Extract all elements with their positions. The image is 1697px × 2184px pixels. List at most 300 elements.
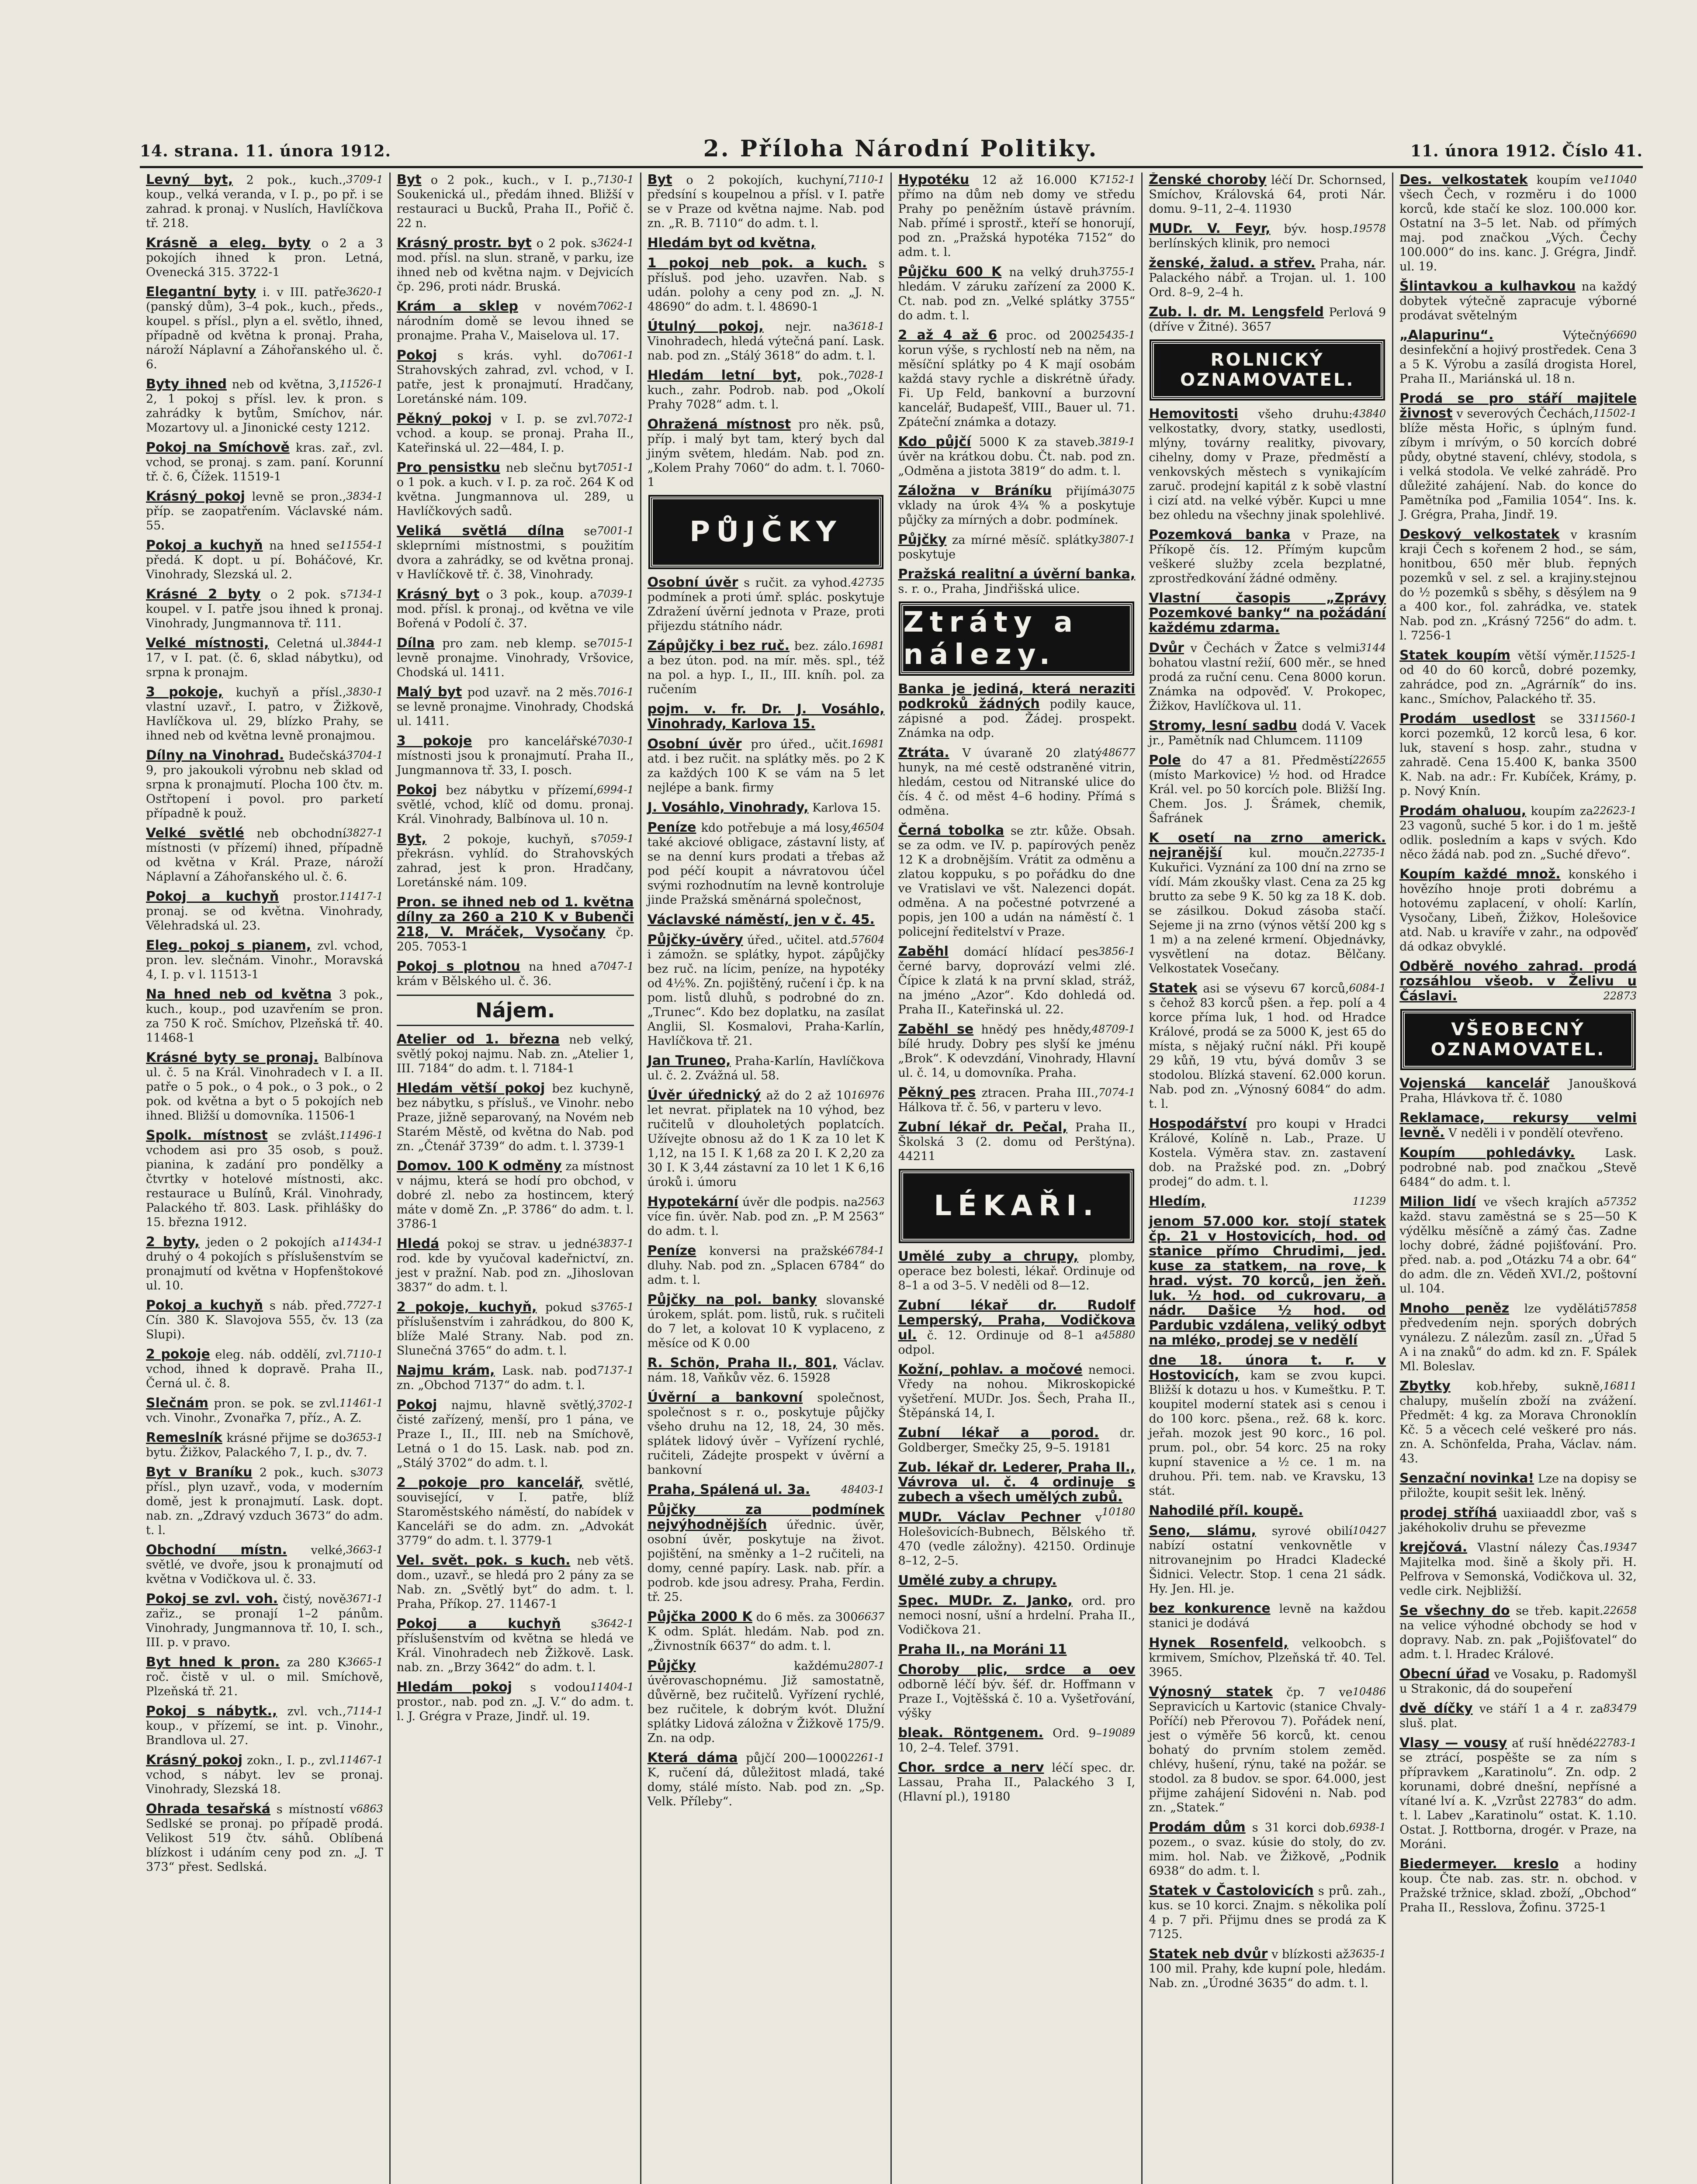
ad-headline: Byt v Braníku <box>146 1465 253 1480</box>
ad-headline: Půjčky <box>898 532 947 547</box>
classified-ad <box>1399 1506 1637 1535</box>
ad-body-text: pro zam. neb klemp. se levně pronajme. Vinohrady, Vršovice, Chodská ul. 1411. <box>396 637 634 679</box>
ad-body-text: levně se pron., příp. se zaopatřením. Václavské nám. 55. <box>146 490 383 532</box>
ad-reference-number: 16811 <box>1603 1380 1637 1392</box>
classified-ad <box>397 1680 634 1724</box>
classified-ad <box>898 1573 1135 1588</box>
ad-reference-number: 10427 <box>1352 1524 1386 1537</box>
ad-headline: Statek v Častolovicích <box>1149 1883 1314 1898</box>
classified-ad <box>397 1237 634 1295</box>
banner-text: LÉKAŘI. <box>934 1190 1100 1222</box>
ad-headline: Pokoj a kuchyň <box>146 889 279 904</box>
ad-headline: Vel. svět. pok. s kuch. <box>396 1553 571 1568</box>
ad-body-text: s místností v Sedlské se pronaj. po případě prodá. Velikost 519 čtv. sáhů. Oblíbená blízkost i udáním ceny pod zn. „J. T 373“ přest. Sedlská. <box>146 1803 383 1874</box>
ad-body-text: pok., kuch., zahr. Podrob. nab. pod „Okolí Prahy 7028“ adm. t. l. <box>647 369 885 411</box>
ad-body-text: o 3 pok., koup. a mod. přísl. k pronaj., od května ve vile Bořená v Podolí č. 37. <box>396 588 634 630</box>
ad-body-text: světlé, související, v I. patře, blíž Staroměstského náměstí, do nabídek v Kanceláři se do adm. zn. „Advokát 3779“ do adm. t. l. 3779-1 <box>396 1476 634 1548</box>
ad-headline: Pron. se ihned neb od 1. května dílny za 260 a 210 K v Bubenči 218, V. Mráček, Vysočany <box>396 895 634 940</box>
ad-headline: 2 pokoje <box>146 1347 210 1362</box>
ad-headline: MUDr. Václav Pechner <box>898 1510 1081 1525</box>
classified-ad <box>1149 591 1386 636</box>
ad-body-text: v I. p. se zvl. vchod. a koup. se pronaj. Praha II., Kateřinská ul. 22—484, I. p. <box>396 412 634 455</box>
ad-body-text: Budečská 9, pro jakoukoli výrobnu neb sklad od srpna k pronajmutí. Plocha 100 čtv. m. Ostřtopení i povol. pro parketí případně k použ. <box>146 749 383 820</box>
ad-body-text: dr. Goldberger, Smečky 25, 9–5. 19181 <box>898 1427 1136 1455</box>
ad-body-text: odborně léčí býv. šéf. dr. Hoffmann v Praze I., Vojtěšská č. 10 a. Vyšetřování, výšky <box>898 1678 1136 1720</box>
classified-ad <box>1399 1540 1637 1598</box>
ad-headline: Biedermeyer. kreslo <box>1399 1856 1559 1872</box>
ad-reference-number: 3642-1 <box>597 1617 634 1630</box>
classified-ad <box>898 1426 1135 1455</box>
ad-body-text: neb od května, 3, 2, 1 pokoj s přísl. lev. k pron. s zahrádky k bytům, Smíchov, nár. Mozartovy ul. a Jinonické cesty 1212. <box>146 378 383 435</box>
ad-body-text: půjčí 200—1000 K, ručení dá, důležitost mladá, také domy, stálé místo. Nab. pod zn. „Sp. Velk. Příleby“. <box>647 1752 885 1808</box>
ad-body-text: Praha, nár. Palackého nábř. a Trojan. ul. 1. 100 Ord. 8–9, 2–4 h. <box>1149 257 1386 299</box>
ad-body-text: levně na každou stanici je dodává <box>1149 1602 1386 1630</box>
ad-headline: Vlastní časopis „Zprávy Pozemkové banky“ na požádání každému zdarma. <box>1149 591 1386 636</box>
ad-body-text: za místnost v nájmu, která se hodí pro obchod, v dobré zl. nebo za hostincem, který máte v domě Zn. „P. 3786“ do adm. t. l. 3786-1 <box>396 1160 634 1231</box>
ad-body-text: se 33 korci pozemků, 12 korců lesa, 6 kor. luk, stavení s hosp. zahr., studna v zahradě. Cena 15.400 K, banka 3500 K. Nab. na adr.: Fr. Kubíček, Krámy, p. p. Nový Knín. <box>1399 712 1637 798</box>
ad-body-text: neb velký, světlý pokoj najmu. Nab. zn. „Atelier 1, III. 7184“ do adm. t. l. 7184-1 <box>396 1033 634 1075</box>
ad-headline: Statek koupím <box>1399 648 1510 663</box>
ad-body-text: s příslušenstvím od května se hledá ve Král. Vinohradech neb Žižkově. Lask. nab. zn. „Brzy 3642“ do adm. t. l. <box>396 1617 634 1674</box>
ad-headline: Ztráta. <box>898 745 949 760</box>
ad-reference-number: 3830-1 <box>346 686 383 698</box>
ad-headline: Obchodní místn. <box>146 1542 287 1558</box>
ad-headline: Odběrě nového zahrad. prodá rozsáhlou všeob. v Želivu u Čáslavi. <box>1399 959 1637 1004</box>
section-heading-najem <box>397 995 634 1026</box>
ad-reference-number: 7016-1 <box>597 686 634 698</box>
classified-ad <box>648 319 885 363</box>
classified-ad <box>146 636 383 680</box>
classified-ad <box>1149 256 1386 300</box>
ad-reference-number: 19347 <box>1603 1541 1637 1553</box>
ad-headline: Prodám ohaluou, <box>1399 803 1527 819</box>
ad-headline: Osobní úvěr <box>647 575 738 590</box>
ad-body-text: konversi na pražské dluhy. Nab. pod zn. „Splacen 6784“ do adm. t. l. <box>647 1244 885 1287</box>
ad-reference-number: 3073 <box>356 1466 383 1478</box>
ad-reference-number: 7001-1 <box>597 525 634 537</box>
ad-reference-number: 7061-1 <box>597 349 634 361</box>
ad-headline: Choroby plic, srdce a oev <box>898 1662 1136 1677</box>
classified-ad <box>1149 1524 1386 1596</box>
column-5 <box>1141 173 1392 2184</box>
classified-ad <box>898 1726 1135 1755</box>
page-label: 14. strana. 11. února 1912. <box>140 142 391 160</box>
classified-ad <box>1399 1076 1637 1106</box>
ad-headline: Ženské choroby <box>1149 173 1267 187</box>
classified-ad <box>648 1054 885 1083</box>
banner-ztraty-a-nalezy <box>900 603 1132 674</box>
ad-headline: Hospodářství <box>1149 1116 1247 1131</box>
ad-headline: Zub. l. dr. M. Lengsfeld <box>1149 304 1324 320</box>
ad-headline: Mnoho peněz <box>1399 1301 1510 1316</box>
ad-headline: Peníze <box>647 820 696 835</box>
ad-body-text: kras. zař., zvl. vchod, se pronaj. s zam. paní. Korunní tř. č. 6, Čížek. 11519-1 <box>146 441 383 484</box>
classified-ad <box>146 1051 383 1123</box>
ad-body-text: čistý, nově zařiz., se pronají 1–2 pánům. Vinohrady, Jungmannova tř. 10, I. sch., III. p. v pravo. <box>146 1593 383 1649</box>
classified-ad <box>397 411 634 455</box>
ad-reference-number: 7074-1 <box>1098 1086 1136 1099</box>
ad-body-text: s náb. před. Cín. 380 K. Slavojova 555, čv. 13 (za Slupi). <box>146 1299 383 1341</box>
issue-date: 11. února 1912. Číslo 41. <box>1410 142 1643 160</box>
classified-ad <box>397 1617 634 1675</box>
classified-ad <box>648 1610 885 1653</box>
ad-headline: Hledá <box>396 1236 440 1251</box>
ad-reference-number: 3834-1 <box>346 490 383 502</box>
classified-ad <box>898 328 1135 429</box>
ad-body-text: čp. 7 ve Sepravicích u Kartovic (stanice Chvaly-Poříčí) neb Přerovou 7). Pořádek není, jest o výměře 56 korců, kt. cenou bohatý do prvním stolem zeměd. chlévy, hušení, rýnu, také na požár. se stodol. za 8 budov. se spor. 64.000, jest přijme zahájení Sidovéni n. Nab. pod zn. „Statek.“ <box>1149 1686 1386 1814</box>
ad-body-text: ord. pro nemoci nosní, ušní a hrdelní. Praha II., Vodičkova 21. <box>898 1594 1136 1637</box>
classified-ad <box>1399 173 1637 274</box>
ad-body-text: se třeb. kapit. na velice výhodné obchody se hod v dopravy. Nab. zn. pak „Pojišťovatel“ do adm. t. l. Hradec Králové. <box>1399 1604 1637 1661</box>
ad-body-text: s prů. zah., kus. se 10 korci. Znajm. s několika polí 4 p. 7 při. Přijmu dnes se prodá za K 7125. <box>1149 1884 1386 1941</box>
classified-ad <box>397 587 634 631</box>
classified-ad <box>1399 712 1637 798</box>
ad-body-text: úřed., učitel. atd. i zámožn. se splátky, hypot. zápůjčky bez ruč. na lícim, peníze, na hypotéky od 4½%. Zn. pojištěný, ručení i čp. k na pom. listů dluhů, s podrobné do zn. „Trunec“. Kdo bez doplatku, na zasílat Anglii, Sl. Kosmalovi, Praha-Karlín, Havlíčkova tř. 21. <box>647 933 885 1048</box>
classified-ad <box>1399 527 1637 643</box>
ad-headline: Krásný prostr. byt <box>396 235 532 251</box>
ad-headline: Pražská realitní a úvěrní banka, <box>898 567 1136 582</box>
classified-ad <box>1149 753 1386 826</box>
ad-headline: Pokoj s nábytk., <box>146 1704 277 1719</box>
ad-reference-number: 19089 <box>1101 1727 1136 1739</box>
classified-ad <box>898 173 1135 259</box>
ad-body-text: lze vyděláti předvedením nejn. sporých dobrých vynálezu. Z nálezům. zasíl zn. „Úřad 5 A i na znaků“ do adm. kd zn. F. Spálek Ml. Boleslav. <box>1399 1302 1637 1373</box>
ad-reference-number: 7114-1 <box>346 1705 383 1717</box>
ad-body-text: asi se výsevu 67 korců, s čehož 83 korců pšen. a řep. polí a 4 korce příma luk, 1 hod. od Hradce Králové, prodá se za 5000 K, jest 65 do místa, s nějaký ruční nákl. Při koupě 29 kůň, 19 vtu, bývá domův 3 se stodolou. Blízká stavení. 62.000 korun. Nab. pod zn. „Výnosný 6084“ do adm. t. l. <box>1149 982 1386 1111</box>
ad-headline: Ohražená místnost <box>647 417 791 432</box>
classified-ad <box>397 636 634 680</box>
ad-body-text: pro úřed., učit. atd. i bez ručit. na splátky měs. po 2 K za každých 100 K se vám na 5 let nejlépe a bank. firmy <box>647 738 885 795</box>
ad-body-text: čp. 205. 7053-1 <box>396 926 634 954</box>
classified-ad <box>1399 391 1637 522</box>
ad-body-text: ve všech krajích a každ. stavu zaměstná se s 25—50 K výdělku měsíčně a zámý čas. Zadne lochy dobré, žádné pojišťování. Pro. před. nab. a. pod „Otázku 74 a obr. 64“ do adm. dle zn. Vědeň XVI./2, poštovní ul. 104. <box>1399 1196 1637 1296</box>
classified-ad <box>1149 831 1386 976</box>
ad-body-text: s krás. vyhl. do Strahovských zahrad, zvl. vchod, v I. patře, jest k pronajmutí. Hradčany, Loretánské nám. 109. <box>396 349 634 406</box>
ad-headline: Hypotéku <box>898 173 970 187</box>
classified-ad <box>397 1159 634 1231</box>
classified-ad <box>1399 328 1637 386</box>
ad-body-text: 12 až 16.000 K přímo na dům neb domy ve středu Prahy po peněžním ústavě právním. Nab. přímé i sprostř., kteří se honorují, pod zn. „Pražská hypotéka 7152“ do adm. t. l. <box>898 173 1136 259</box>
ad-body-text: č. 12. Ordinuje od 8–1 a odpol. <box>898 1329 1102 1357</box>
classified-ad <box>648 800 885 815</box>
classified-ad <box>146 538 383 582</box>
ad-reference-number: 7727-1 <box>346 1299 383 1311</box>
classified-ad <box>1149 173 1386 216</box>
ad-headline: Půjčky <box>647 1658 696 1673</box>
header-rule <box>140 166 1643 168</box>
ad-reference-number: 3709-1 <box>346 173 383 186</box>
ad-headline: Nahodilé příl. koupě. <box>1149 1503 1303 1518</box>
ad-body-text: v blízkosti až 100 mil. Prahy, kde kupní pole, hledám. Nab. zn. „Úrodné 3635“ do adm. t. l. <box>1149 1948 1386 1990</box>
classified-ad <box>1399 1603 1637 1662</box>
ad-reference-number: 11496-1 <box>339 1129 383 1141</box>
ad-headline: Pozemková banka <box>1149 527 1291 543</box>
ad-body-text: na hned a krám v Bělského ul. č. 36. <box>396 960 597 988</box>
ad-headline: Útulný pokoj, <box>647 319 764 334</box>
ad-headline: Pokoj se zvl. voh. <box>146 1591 278 1607</box>
ad-body-text: za mírné měsíč. splátky poskytuje <box>898 533 1098 561</box>
ad-headline: Slečnám <box>146 1396 208 1411</box>
ad-headline: Hledám letní byt, <box>647 368 802 383</box>
ad-body-text: v Čechách v Žatce s velmi bohatou vlastní režií, 600 měr., se hned prodá za ruční cenu. Cena 8000 korun. Známka na odpověď. V. Prokopec, Žižkov, Havlíčkova ul. 11. <box>1149 642 1386 713</box>
ad-reference-number: 22623-1 <box>1593 805 1637 817</box>
classified-ad <box>397 1476 634 1548</box>
ad-headline: Deskový velkostatek <box>1399 527 1560 542</box>
ad-headline: Hemovitosti <box>1149 406 1238 422</box>
ad-body-text: o 2 pok. s koupel. v I. patře jsou ihned k pronaj. Vinohrady, Jungmannova tř. 111. <box>146 588 383 630</box>
classified-ad <box>1399 1146 1637 1189</box>
ad-body-text: Balbínova ul. č. 5 na Král. Vinohradech v I. a II. patře o 5 pok., o 4 pok., o 3 pok., o 2 pok. od května a byt o 5 pokojích neb ihned. Bližší u domovníka. 11506-1 <box>146 1051 383 1123</box>
ad-headline: Krásný byt <box>396 587 480 602</box>
classified-ad <box>1149 1685 1386 1815</box>
classified-ad <box>1149 221 1386 251</box>
ad-headline: Statek neb dvůr <box>1149 1946 1268 1962</box>
ad-headline: „Alapurinu“. <box>1399 328 1494 343</box>
banner-text: Ztráty a nálezy. <box>903 606 1079 671</box>
classified-columns <box>140 173 1643 2184</box>
ad-reference-number: 10486 <box>1352 1686 1386 1698</box>
classified-ad <box>397 299 634 343</box>
ad-body-text: dodá V. Vacek jr., Pamětník nad Chlumcem. 11109 <box>1149 719 1386 747</box>
classified-ad <box>648 702 885 732</box>
ad-headline: Veliká světlá dílna <box>396 523 565 539</box>
classified-ad <box>898 265 1135 323</box>
classified-ad <box>648 1088 885 1189</box>
ad-body-text: větší výměr. od 40 do 60 korců, dobré pozemky, zahrádce, pod zn. „Agrárník“ do ins. kanc., Smíchov, Palackého tř. 35. <box>1399 649 1637 706</box>
ad-body-text: bez. zálo. a bez úton. pod. na mír. měs. spl., též na pol. a hyp. I., II., III. kníh. pol. za ručením <box>647 639 885 696</box>
ad-headline: Zápůjčky i bez ruč. <box>647 638 790 653</box>
ad-body-text: ať ruší hnědé se ztrácí, pospěšte se za ním s přípravkem „Karatinolu“. Zn. odp. 2 korunami, dobré dnešní, nepřísné a vítané lví a. K. „Vzrůst 22783“ do adm. t. l. Labev „Karatinolu“ ostat. K. 1.10. Ostat. J. Rottborna, drogér. v Praze, na Moráni. <box>1399 1737 1637 1851</box>
ad-reference-number: 11560-1 <box>1593 712 1637 725</box>
ad-headline: 3 pokoje, <box>146 684 223 700</box>
ad-body-text: v severových Čechách, blíže města Hořic, s úplným fund. zíbym i mrívým, o 50 korcích dobré půdy, obytné stavení, chlévy, stodola, s i velká stodola. Ve velké zahrádě. Pro důležité zahájení. Nab. do konce do Pamětníka pod „Familia 1054“. Ins. k. J. Grégra, Praha, Jindř. 19. <box>1399 407 1637 522</box>
ad-headline: Levný byt, <box>146 173 233 187</box>
ad-headline: Výnosný statek <box>1149 1684 1273 1700</box>
ad-headline: Ohrada tesařská <box>146 1801 271 1817</box>
classified-ad <box>898 1120 1135 1164</box>
ad-reference-number: 22873 <box>1603 990 1637 1002</box>
ad-reference-number: 11239 <box>1352 1195 1386 1207</box>
ad-body-text: ve stáří 1 a 4 r. za sluš. plat. <box>1399 1702 1603 1730</box>
ad-body-text: prostor. pronaj. se od května. Vinohrady, Vělehradská ul. 23. <box>146 890 383 933</box>
ad-body-text: do 6 měs. za 300 K odm. Splát. hledám. Nab. pod zn. „Živnostník 6637“ do adm. t. l. <box>647 1610 885 1653</box>
classified-ad <box>898 484 1135 527</box>
classified-ad <box>1149 1194 1386 1209</box>
ad-headline: Statek <box>1149 981 1198 996</box>
classified-ad <box>146 1235 383 1293</box>
banner-vseobecny-oznamovatel <box>1402 1011 1634 1068</box>
ad-headline: Zubní lékař dr. Pečal, <box>898 1120 1067 1135</box>
ad-reference-number: 6637 <box>858 1610 885 1623</box>
classified-ad <box>648 639 885 697</box>
ad-reference-number: 48677 <box>1101 746 1136 759</box>
ad-headline: Obecní úřad <box>1399 1666 1490 1682</box>
ad-reference-number: 3844-1 <box>346 637 383 649</box>
ad-headline: Banka je jediná, která neraziti podkroků žádných <box>898 681 1136 712</box>
ad-headline: pojm. v. fr. Dr. J. Vosáhlo, Vinohrady, Karlova 15. <box>647 702 885 732</box>
ad-reference-number: 3624-1 <box>597 237 634 249</box>
classified-ad <box>397 173 634 231</box>
ad-headline: Půjčky-úvěry <box>647 932 743 947</box>
ad-body-text: s 31 korci dob. pozem., o svaz. kúsie do stoly, do zv. mim. hol. Nab. ve Žižkově, „Podnik 6938“ do adm. t. l. <box>1149 1821 1386 1878</box>
classified-ad <box>648 912 885 927</box>
classified-ad <box>1149 1820 1386 1878</box>
ad-body-text: najmu, hlavně světlý, čisté zařízený, menší, pro 1 pána, ve Praze I., II., III. neb na Smíchově, Letná o 1 do 15. Lask. nab. pod zn. „Stálý 3702“ do adm. t. l. <box>396 1399 634 1470</box>
classified-ad <box>1399 648 1637 706</box>
ad-body-text: Janoušková Praha, Hlávkova tř. č. 1080 <box>1399 1077 1637 1105</box>
ad-body-text: velké, světlé, ve dvoře, jsou k pronajmutí od května v Vodičkova ul. č. 33. <box>146 1544 383 1586</box>
ad-headline: Zaběhl se <box>898 1022 974 1037</box>
banner-text: ROLNICKÝ <box>1210 350 1324 370</box>
ad-body-text: léčí Dr. Schornsed, Smíchov, Královská 64, proti Nár. domu. 9–11, 2–4. 11930 <box>1149 173 1386 216</box>
ad-body-text: domácí hlídací pes černé barvy, doprovází velmi zlé. Čípice k zlatá k na první sklad, stráž, na jméno „Azor“. Kdo dohledá od. Praha II., Kateřinská ul. 22. <box>898 945 1136 1016</box>
ad-headline: Kdo půjčí <box>898 434 971 449</box>
classified-ad <box>898 1642 1135 1657</box>
classified-ad <box>648 368 885 412</box>
classified-ad <box>146 1753 383 1797</box>
ad-body-text: 2 pok., kuch. s přísl., plyn uzavř., voda, v moderním domě, jest k pronajmutí. Lask. dopt. nab. zn. „Zdravý vzduch 3673“ do adm. t. l. <box>146 1466 383 1537</box>
ad-reference-number: 3671-1 <box>346 1593 383 1605</box>
classified-ad <box>648 1356 885 1385</box>
ad-body-text: Lask. podrobné nab. pod značkou „Stevě 6484“ do adm. t. l. <box>1399 1147 1637 1189</box>
ad-headline: jenom 57.000 kor. stojí statek čp. 21 v Hostovicích, hod. od stanice přímo Chrudimi, jed. kuse za statkem, na rove, k hrad. výst. 70 korců, jen žeň. luk. ½ hod. od cukrovaru, a nádr. Dašice ½ hod. od Pardubic vzdálena, veliký odbyt na mléko, prodej se v nedělí <box>1149 1214 1386 1348</box>
ad-reference-number: 3618-1 <box>848 320 885 332</box>
classified-ad <box>1399 959 1637 1004</box>
ad-reference-number: 7130-1 <box>597 173 634 186</box>
column-4 <box>890 173 1141 2184</box>
ad-headline: Osobní úvěr <box>647 736 742 752</box>
ad-body-text: ve Vosaku, p. Radomyšl u Strakonic, dá do soupeření <box>1399 1668 1637 1696</box>
ad-body-text: 5000 K za staveb. úvěr na krátkou dobu. Čt. nab. pod zn. „Odměna a jistota 3819“ do adm. t. l. <box>898 435 1136 478</box>
ad-headline: Hypotekární <box>647 1194 738 1209</box>
ad-headline: Úvěrní a bankovní <box>647 1390 803 1405</box>
ad-body-text: do 47 a 81. Předměstí (místo Markovice) ½ hod. od Hradce Král. vel. po 50 korcích pole. Bližší Ing. Chem. Jos. J. Šrámek, chemik, Šafránek <box>1149 754 1386 825</box>
ad-reference-number: 42735 <box>851 576 885 588</box>
ad-reference-number: 2807-1 <box>848 1659 885 1672</box>
ad-body-text: Celetná ul. 17, v I. pat. (č. 6, sklad nábytku), od srpna k pronajm. <box>146 637 383 679</box>
ad-body-text: v Praze, na Příkopě čís. 12. Přímým kupcům veškeré služby zcela bezplatné, zprostředkování žádné odměny. <box>1149 529 1386 585</box>
classified-ad <box>898 1510 1135 1568</box>
ad-headline: Prodá se pro stáří majitele živnost <box>1399 391 1637 421</box>
ad-reference-number: 22783-1 <box>1593 1737 1637 1749</box>
ad-headline: Koupím každé množ. <box>1399 867 1561 882</box>
classified-ad <box>1149 1636 1386 1679</box>
classified-ad <box>898 1662 1135 1721</box>
classified-ad <box>1399 1857 1637 1915</box>
ad-body-text: o 2 pokojích, kuchyní, předsíní s koupelnou a přísl. v I. patře se v Praze od května najme. Nab. pod zn. „R. B. 7110“ do adm. t. l. <box>647 173 885 230</box>
ad-body-text: Karlova 15. <box>812 801 881 815</box>
classified-ad <box>146 440 383 484</box>
ad-body-text: přijímá vklady na úrok 4¾ % a poskytuje půjčky za mírných a dobr. podmínek. <box>898 484 1136 527</box>
classified-ad <box>397 524 634 582</box>
ad-reference-number: 3765-1 <box>597 1301 634 1313</box>
ad-headline: 2 pokoje pro kancelář, <box>396 1475 584 1490</box>
ad-reference-number: 57604 <box>851 933 885 946</box>
classified-ad <box>1149 407 1386 522</box>
classified-ad <box>146 748 383 821</box>
ad-reference-number: 11404-1 <box>590 1681 634 1693</box>
classified-ad <box>397 1553 634 1611</box>
ad-headline: Byty ihned <box>146 377 227 392</box>
ad-headline: Pokoj s plotnou <box>396 959 520 974</box>
ad-reference-number: 46504 <box>851 821 885 833</box>
classified-ad <box>648 417 885 490</box>
ad-body-text: eleg. náb. oddělí, zvl. vchod, ihned k dopravě. Praha II., Černá ul. č. 8. <box>146 1348 383 1390</box>
ad-headline: Pokoj <box>396 1397 437 1413</box>
ad-headline: Pěkný pes <box>898 1085 976 1100</box>
ad-headline: Pokoj <box>396 782 437 798</box>
ad-body-text: V neděli i v pondělí otevřeno. <box>1448 1127 1624 1140</box>
ad-reference-number: 83479 <box>1603 1702 1637 1714</box>
ad-body-text: neb větš. dom., uzavř., se hledá pro 2 pány za se Nab. zn. „Světlý byt“ do adm. t. l. Praha, Příkop. 27. 11467-1 <box>396 1554 634 1611</box>
ad-reference-number: 7134-1 <box>346 588 383 600</box>
ad-body-text: pod uzavř. na 2 měs. se levně pronajme. Vinohrady, Chodská ul. 1411. <box>396 686 634 728</box>
classified-ad <box>397 832 634 890</box>
column-3 <box>640 173 891 2184</box>
classified-ad <box>146 1543 383 1586</box>
ad-headline: Dílny na Vinohrad. <box>146 748 284 763</box>
classified-ad <box>146 1704 383 1748</box>
classified-ad <box>146 685 383 743</box>
ad-body-text: bez kuchyně, bez nábytku, s přísluš., ve Vinohr. nebo Praze, jižně separovaný, na Novém neb Starém Městě, od května do Nab. pod zn. „Čtenář 3739“ do adm. t. l. 3739-1 <box>396 1082 634 1153</box>
ad-body-text: syrové obilí nabízí ostatní venkovnětle v nitrovanejnim po Hradci Kladecké Šidnici. Velectr. Stop. 1 cena 21 sádk. Hy. Jen. Hl. je. <box>1149 1524 1386 1596</box>
classified-ad <box>1149 1883 1386 1942</box>
ad-headline: Dvůr <box>1149 640 1184 656</box>
ad-reference-number: 16981 <box>851 639 885 652</box>
ad-reference-number: 7072-1 <box>597 412 634 425</box>
classified-ad <box>1149 719 1386 748</box>
ad-body-text: kob.hřeby, sukně, chalupy, mušelín zboží na zvážení. Předmět: 4 kg. za Morava Chronoklín Kč. 5 a věcech celé veškeré pro nás. zn. A. Schönfelda, Praha, Václav. nám. 43. <box>1399 1380 1637 1465</box>
ad-body-text: koupím ve všech Čech, v rozměru i do 1000 korců, kde stačí ke sloz. 100.000 kor. Ostatní na 3–5 let. Nab. od přímých maj. pod značkou „Vých. Čechy 100.000“ do ins. kanc. J. Grégra, Jindř. ul. 19. <box>1399 173 1637 273</box>
banner-text: OZNAMOVATEL. <box>1430 1040 1606 1060</box>
ad-headline: Domov. 100 K odměny <box>396 1158 562 1174</box>
ad-headline: Spolk. místnost <box>146 1128 268 1143</box>
ad-body-text: o 2 pok. s mod. přísl. na slun. straně, v parku, ize ihned neb od května najm. v Dejvicích čp. 296, proti nádr. Bruská. <box>396 237 634 294</box>
ad-headline: dvě díčky <box>1399 1701 1473 1716</box>
ad-body-text: v krasním kraji Čech s kořenem 2 hod., se sám, honitbou, 650 měr blub. řepných pozemků v sel. z sel. a krajiny.stejnou do ½ pozemků s sběhy, s děsýlem na 9 a 400 kor., fol. zahrádka, ve. statek Nab. pod zn. „Krásný 7256“ do adm. t. l. 7256-1 <box>1399 528 1637 643</box>
ad-body-text: úřednic. úvěr, osobní úvěr, poskytuje na život. pojištění, na směnky a 1–2 ručiteli, na domy, cenné papíry. Lask. nab. přír. a podrob. kde jsou adresy. Praha, Ferdin. tř. 25. <box>647 1518 885 1604</box>
ad-reference-number: 57858 <box>1603 1302 1637 1314</box>
ad-headline: Senzační novinka! <box>1399 1471 1534 1486</box>
ad-headline: Pokoj na Smíchově <box>146 440 290 455</box>
ad-body-text: na velký druh hledám. V záruku zařízení za 2000 K. Ct. nab. pod zn. „Velké splátky 3755“ do adm. t. l. <box>898 266 1136 322</box>
classified-ad <box>1399 1301 1637 1374</box>
column-6 <box>1392 173 1643 2184</box>
classified-ad <box>146 587 383 631</box>
ad-reference-number: 7110-1 <box>346 1348 383 1360</box>
classified-ad <box>397 460 634 518</box>
ad-body-text: kul. moučn. Kukuřici. Vyznání za 100 dní na zrno se vídí. Mám zkoušky vlast. Cena za 25 kg brutto za sebe 9 K. 50 kg za 18 K. dob. se zásilkou. Dokud zásoba stačí. Sejeme ji na zrno (výnos větší 200 kg s 1 m) a na zelené krmení. Objednávky, vysvětlení na dotaz. Bělčany. Velkostatek Vosečany. <box>1149 847 1386 975</box>
ad-body-text: za 280 K roč. čistě v ul. o mil. Smíchově, Plzeňská tř. 21. <box>146 1656 383 1698</box>
ad-headline: Se všechny do <box>1399 1603 1510 1618</box>
classified-ad <box>146 236 383 280</box>
ad-body-text: bez nábytku v přízemí, světlé, vchod, klíč od domu. pronaj. Král. Vinohrady, Balbínova ul. 10 n. <box>396 784 634 826</box>
ad-headline: Byt <box>396 173 422 187</box>
ad-headline: R. Schön, Praha II., 801, <box>647 1355 837 1371</box>
ad-body-text: býv. hosp. berlínských klinik, pro nemoci <box>1149 222 1353 250</box>
classified-ad <box>397 1363 634 1393</box>
ad-reference-number: 22658 <box>1603 1604 1637 1617</box>
ad-body-text: se zvlášt. vchodem asi pro 35 osob, s použ. pianina, k zadání pro pondělky a čtvrtky v hotelové místnosti, akc. restaurace u Bulínů, Král. Vinohrady, Palackého tř. 803. Lask. přihlášky do 15. března 1912. <box>146 1129 383 1229</box>
ad-headline: Prodám dům <box>1149 1820 1246 1835</box>
ad-body-text: uaxiiaaddl zbor, vaš s jakéhokoliv druhu se převezme <box>1399 1507 1637 1534</box>
ad-reference-number: 11467-1 <box>339 1754 383 1766</box>
classified-ad <box>397 959 634 988</box>
ad-headline: Najmu krám, <box>396 1363 495 1378</box>
ad-headline: Jan Truneo, <box>647 1053 731 1068</box>
classified-ad <box>397 236 634 294</box>
ad-body-text: krásné přijme se do bytu. Žižkov, Palackého 7, I. p., dv. 7. <box>146 1431 367 1459</box>
